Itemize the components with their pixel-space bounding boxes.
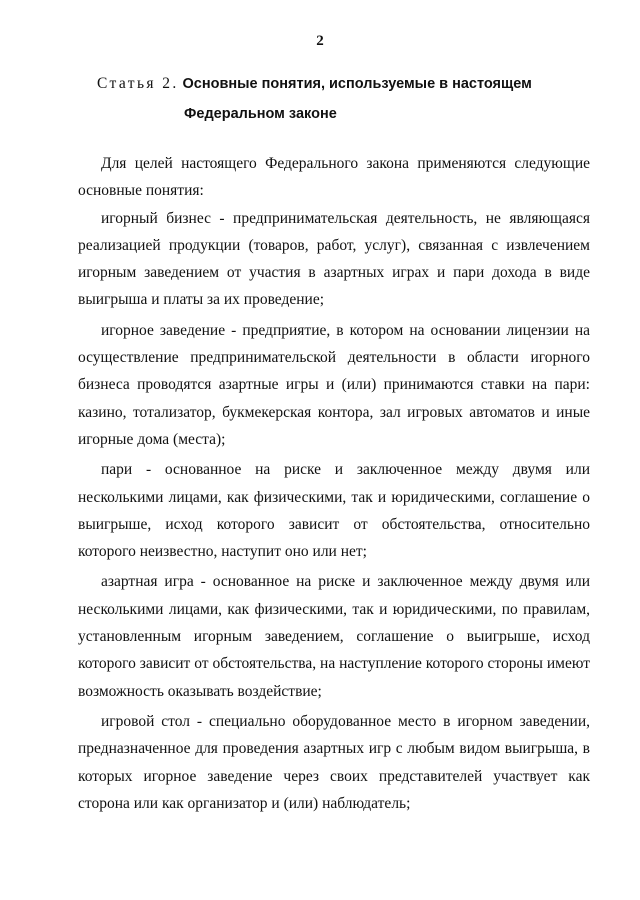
page-number: 2 [316,33,324,49]
article-title-line-1: Основные понятия, используемые в настоящем [182,76,532,92]
paragraph-definition-gambling-business: игорный бизнес - предпринимательская деятельность, не являющаяся реализацией продукции (товаров, работ, услуг), связанная с извлечением игорным заведением от участия в азартных играх и пари дохода в виде выигрыша и платы за их проведение; [78,209,590,309]
article-heading-line-1 [97,75,532,93]
paragraph-definition-gambling-game: азартная игра - основанное на риске и заключенное между двумя или несколькими лицами, как физическими, так и юридическими, по правилам, установленным игорным заведением, соглашение о выигрыше, исход которого зависит от обстоятельства, на наступление которого стороны имеют возможность оказывать воздействие; [78,573,590,700]
article-body [78,150,590,817]
paragraph-definition-gambling-establishment: игорное заведение - предприятие, в котором на основании лицензии на осуществление предпринимательской деятельности в области игорного бизнеса проводятся азартные игры и (или) принимаются ставки на пари: казино, тотализатор, букмекерская контора, зал игровых автоматов и иные игорные дома (места); [78,321,590,448]
paragraph-definition-bet: пари - основанное на риске и заключенное между двумя или несколькими лицами, как физическими, так и юридическими, соглашение о выигрыше, исход которого зависит от обстоятельства, относительно которого неизвестно, наступит оно или нет; [78,461,590,561]
paragraph-definition-gaming-table: игровой стол - специально оборудованное место в игорном заведении, предназначенное для проведения азартных игр с любым видом выигрыша, в которых игорное заведение через своих представителей участвует как сторона или как организатор и (или) наблюдатель; [78,712,590,812]
paragraph-intro: Для целей настоящего Федерального закона применяются следующие основные понятия: [78,155,590,200]
article-title-line-2: Федеральном законе [184,106,337,122]
article-label: Статья 2. [97,75,179,92]
